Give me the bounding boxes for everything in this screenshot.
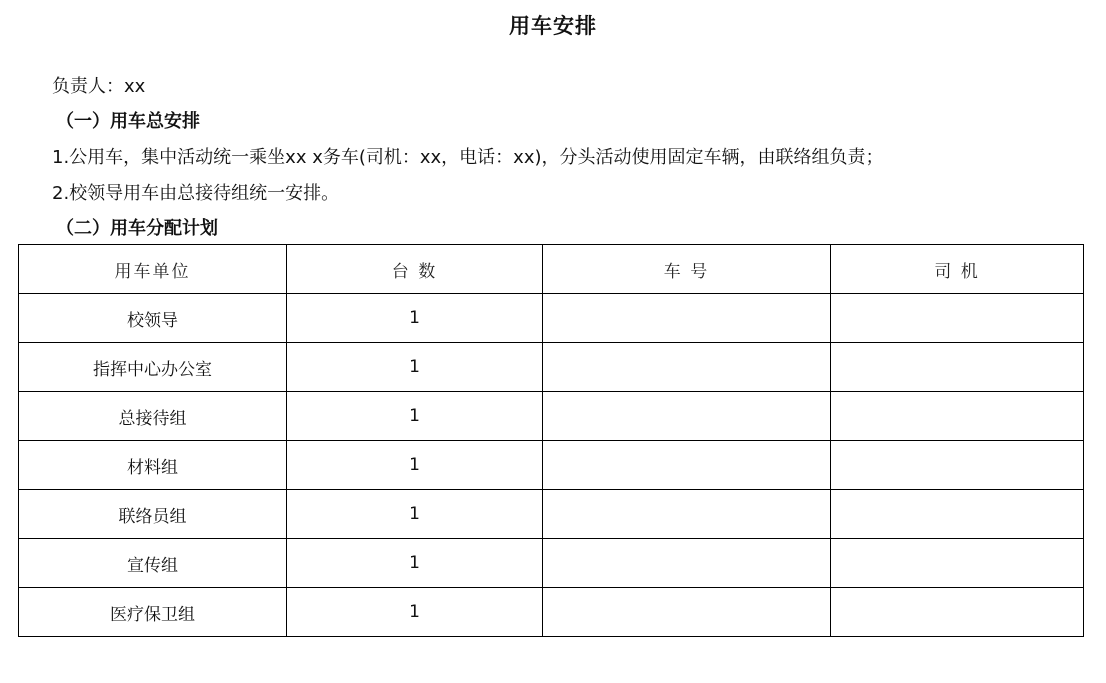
cell-car-number — [543, 441, 831, 490]
section-heading-overall: （一）用车总安排 — [56, 111, 200, 132]
vehicle-allocation-table — [18, 244, 1084, 637]
column-header-unit: 用车单位 — [19, 245, 287, 294]
cell-car-number — [543, 588, 831, 637]
cell-unit: 联络员组 — [19, 490, 287, 539]
cell-unit: 总接待组 — [19, 392, 287, 441]
cell-driver — [831, 588, 1084, 637]
cell-count: 1 — [287, 343, 543, 392]
arrangement-item-1: 1.公用车，集中活动统一乘坐xx x务车(司机：xx，电话：xx)，分头活动使用固定车辆，由联络组负责； — [52, 147, 884, 168]
section-heading-allocation: （二）用车分配计划 — [56, 218, 218, 239]
table-row — [19, 588, 1084, 637]
owner-line: 负责人：xx — [52, 76, 146, 97]
column-header-car-number: 车 号 — [543, 245, 831, 294]
cell-car-number — [543, 294, 831, 343]
cell-unit: 宣传组 — [19, 539, 287, 588]
cell-driver — [831, 490, 1084, 539]
cell-driver — [831, 294, 1084, 343]
cell-unit: 指挥中心办公室 — [19, 343, 287, 392]
column-header-count: 台 数 — [287, 245, 543, 294]
column-header-driver: 司 机 — [831, 245, 1084, 294]
cell-driver — [831, 539, 1084, 588]
cell-unit: 医疗保卫组 — [19, 588, 287, 637]
cell-car-number — [543, 343, 831, 392]
cell-car-number — [543, 539, 831, 588]
table-row — [19, 294, 1084, 343]
table-row — [19, 539, 1084, 588]
cell-driver — [831, 441, 1084, 490]
cell-count: 1 — [287, 539, 543, 588]
arrangement-item-2: 2.校领导用车由总接待组统一安排。 — [52, 183, 340, 204]
table-row — [19, 490, 1084, 539]
cell-unit: 材料组 — [19, 441, 287, 490]
cell-driver — [831, 392, 1084, 441]
cell-count: 1 — [287, 294, 543, 343]
table-header-row — [19, 245, 1084, 294]
table-row — [19, 343, 1084, 392]
cell-driver — [831, 343, 1084, 392]
cell-count: 1 — [287, 441, 543, 490]
page-title: 用车安排 — [509, 14, 597, 38]
cell-count: 1 — [287, 392, 543, 441]
cell-car-number — [543, 490, 831, 539]
cell-count: 1 — [287, 588, 543, 637]
table-row — [19, 441, 1084, 490]
cell-count: 1 — [287, 490, 543, 539]
table-row — [19, 392, 1084, 441]
cell-car-number — [543, 392, 831, 441]
cell-unit: 校领导 — [19, 294, 287, 343]
